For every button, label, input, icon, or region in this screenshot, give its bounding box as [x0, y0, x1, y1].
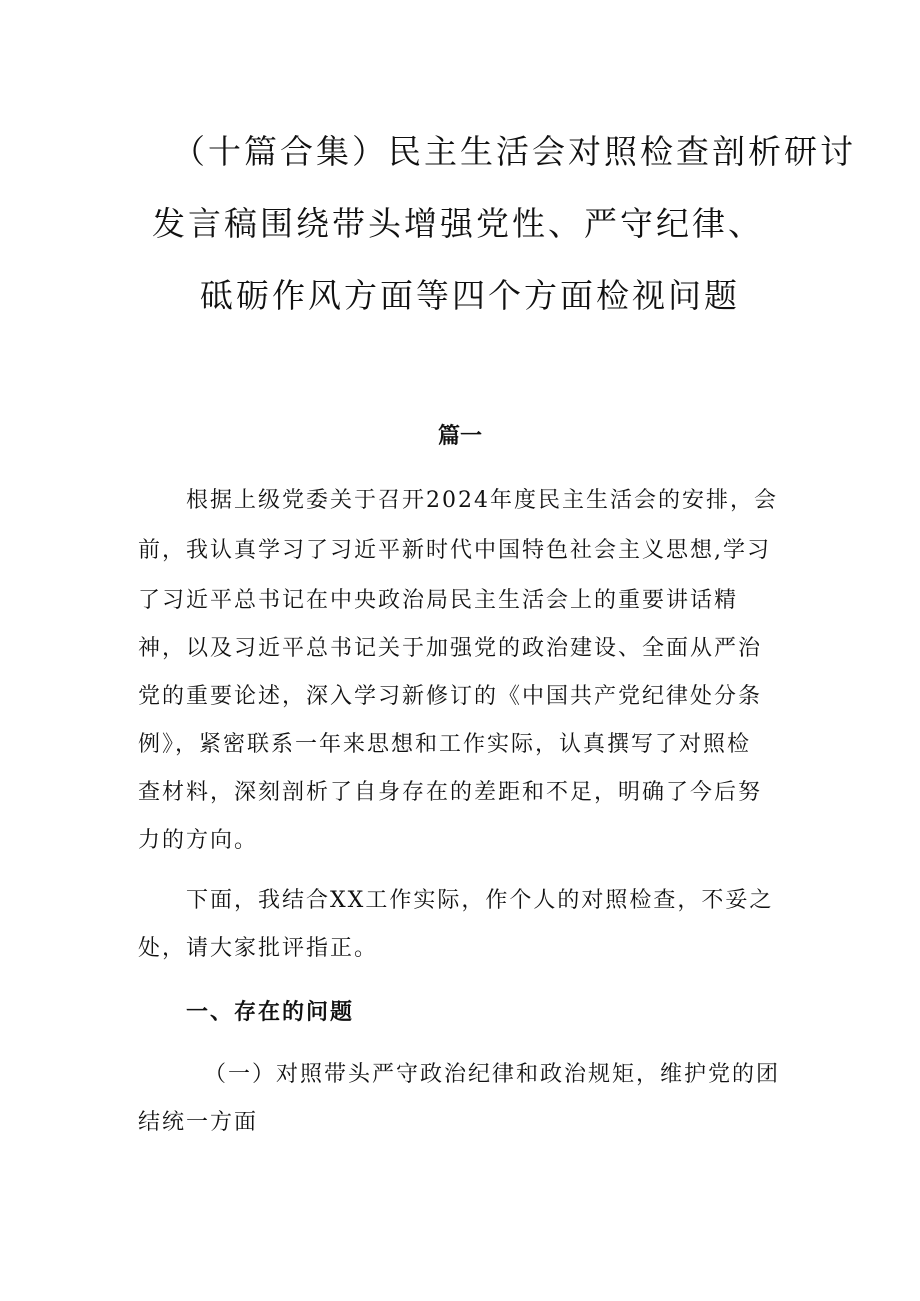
heading-problems: 一、存在的问题 — [186, 1000, 355, 1025]
document-title-line-2: 发言稿围绕带头增强党性、严守纪律、 — [152, 204, 764, 243]
paragraph-1-line-3: 了习近平总书记在中央政治局民主生活会上的重要讲话精 — [138, 588, 739, 613]
paragraph-1-line-1: 根据上级党委关于召开2024年度民主生活会的安排，会 — [186, 488, 778, 513]
document-title-line-3: 砥砺作风方面等四个方面检视问题 — [200, 276, 740, 315]
document-title-line-1: （十篇合集）民主生活会对照检查剖析研讨 — [172, 132, 856, 171]
paragraph-1-line-6: 例》，紧密联系一年来思想和工作实际，认真撰写了对照检 — [138, 732, 752, 757]
paragraph-1-line-4: 神，以及习近平总书记关于加强党的政治建设、全面从严治 — [138, 636, 763, 661]
subheading-1-line-1: （一）对照带头严守政治纪律和政治规矩，维护党的团 — [204, 1062, 781, 1087]
paragraph-1-line-7: 查材料，深刻剖析了自身存在的差距和不足，明确了今后努 — [138, 780, 763, 805]
subheading-1-line-2: 结统一方面 — [138, 1110, 259, 1135]
paragraph-1-line-5: 党的重要论述，深入学习新修订的《中国共产党纪律处分条 — [138, 684, 763, 709]
paragraph-1-line-2: 前，我认真学习了习近平新时代中国特色社会主义思想,学习 — [138, 538, 771, 563]
paragraph-1-line-8: 力的方向。 — [138, 828, 259, 853]
paragraph-2-line-1: 下面，我结合XX工作实际，作个人的对照检查，不妥之 — [186, 888, 774, 913]
paragraph-2-line-2: 处，请大家批评指正。 — [138, 936, 379, 961]
section-heading: 篇一 — [437, 424, 482, 449]
